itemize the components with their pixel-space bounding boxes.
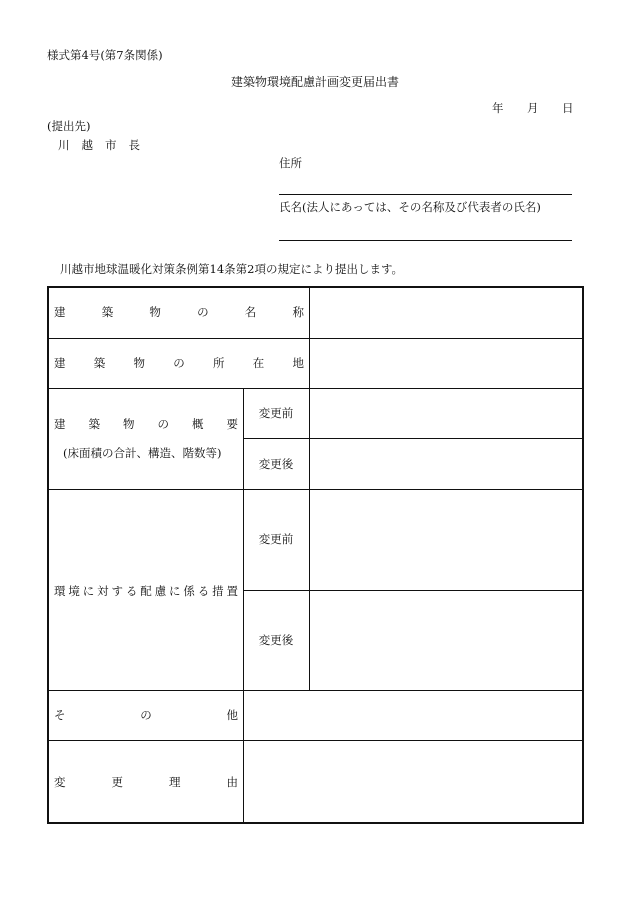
- label-char: 建: [54, 305, 66, 319]
- label-char: 物: [133, 356, 145, 370]
- label-char: の: [157, 417, 169, 431]
- label-char: 築: [88, 417, 100, 431]
- building-overview-label: [54, 417, 238, 431]
- change-reason-field[interactable]: [244, 741, 583, 823]
- label-char: 物: [123, 417, 135, 431]
- label-char: の: [140, 708, 152, 722]
- statement-text: 川越市地球温暖化対策条例第14条第2項の規定により提出します。: [60, 262, 404, 276]
- label-char: る: [197, 584, 210, 598]
- label-char: 係: [183, 584, 195, 598]
- label-char: 物: [149, 305, 161, 319]
- label-char: 越: [81, 138, 93, 152]
- label-char: 由: [226, 775, 238, 789]
- label-char: 概: [192, 417, 204, 431]
- label-char: 築: [101, 305, 114, 319]
- label-char: 在: [252, 356, 265, 370]
- overview-after-field[interactable]: [310, 439, 583, 489]
- building-name-label: [54, 305, 304, 319]
- label-char: の: [197, 305, 209, 319]
- label-char: 慮: [154, 584, 167, 598]
- label-char: 建: [54, 356, 66, 370]
- date-month-label: 月: [527, 101, 539, 115]
- label-char: 理: [169, 775, 181, 789]
- label-char: 所: [213, 356, 225, 370]
- address-label: 住所: [279, 156, 302, 170]
- label-char: 地: [292, 356, 304, 370]
- label-char: の: [173, 356, 185, 370]
- environmental-measures-label: [54, 584, 238, 598]
- overview-before-label: 変更前: [258, 406, 294, 420]
- label-char: 市: [105, 138, 117, 152]
- label-char: に: [169, 584, 181, 598]
- recipient: [58, 138, 140, 152]
- label-char: 措: [212, 584, 224, 598]
- address-line[interactable]: [279, 194, 572, 195]
- label-char: 変: [54, 775, 66, 789]
- name-label: 氏名(法人にあっては、その名称及び代表者の氏名): [279, 200, 541, 214]
- form-table: [47, 286, 584, 824]
- label-char: 称: [292, 305, 304, 319]
- name-line[interactable]: [279, 240, 572, 241]
- measures-after-field[interactable]: [310, 591, 583, 690]
- submit-to-label: (提出先): [47, 119, 91, 133]
- label-char: 対: [97, 584, 109, 598]
- label-char: 築: [93, 356, 106, 370]
- label-char: 他: [226, 708, 238, 722]
- building-location-field[interactable]: [310, 339, 583, 388]
- label-char: 川: [58, 138, 70, 152]
- label-char: 配: [140, 584, 152, 598]
- label-char: 置: [226, 584, 238, 598]
- label-char: 更: [111, 775, 123, 789]
- label-char: 建: [54, 417, 66, 431]
- building-overview-note: (床面積の合計、構造、階数等): [63, 446, 222, 460]
- measures-after-label: 変更後: [258, 633, 294, 647]
- label-char: に: [82, 584, 95, 598]
- building-location-label: [54, 356, 304, 370]
- label-char: 要: [226, 417, 238, 431]
- measures-before-label: 変更前: [258, 532, 294, 546]
- other-field[interactable]: [244, 691, 583, 740]
- building-name-field[interactable]: [310, 289, 583, 338]
- form-number: 様式第4号(第7条関係): [47, 48, 163, 62]
- form-title: 建築物環境配慮計画変更届出書: [230, 75, 399, 89]
- other-label: [54, 708, 238, 722]
- label-char: る: [125, 584, 138, 598]
- label-char: 長: [128, 138, 140, 152]
- label-char: 境: [68, 584, 80, 598]
- label-char: そ: [54, 708, 66, 722]
- label-char: 環: [54, 584, 66, 598]
- date-day-label: 日: [562, 101, 574, 115]
- change-reason-label: [54, 775, 238, 789]
- label-char: 名: [244, 305, 257, 319]
- measures-before-field[interactable]: [310, 490, 583, 590]
- date-year-label: 年: [492, 101, 504, 115]
- overview-before-field[interactable]: [310, 389, 583, 438]
- overview-after-label: 変更後: [258, 457, 294, 471]
- label-char: す: [111, 584, 123, 598]
